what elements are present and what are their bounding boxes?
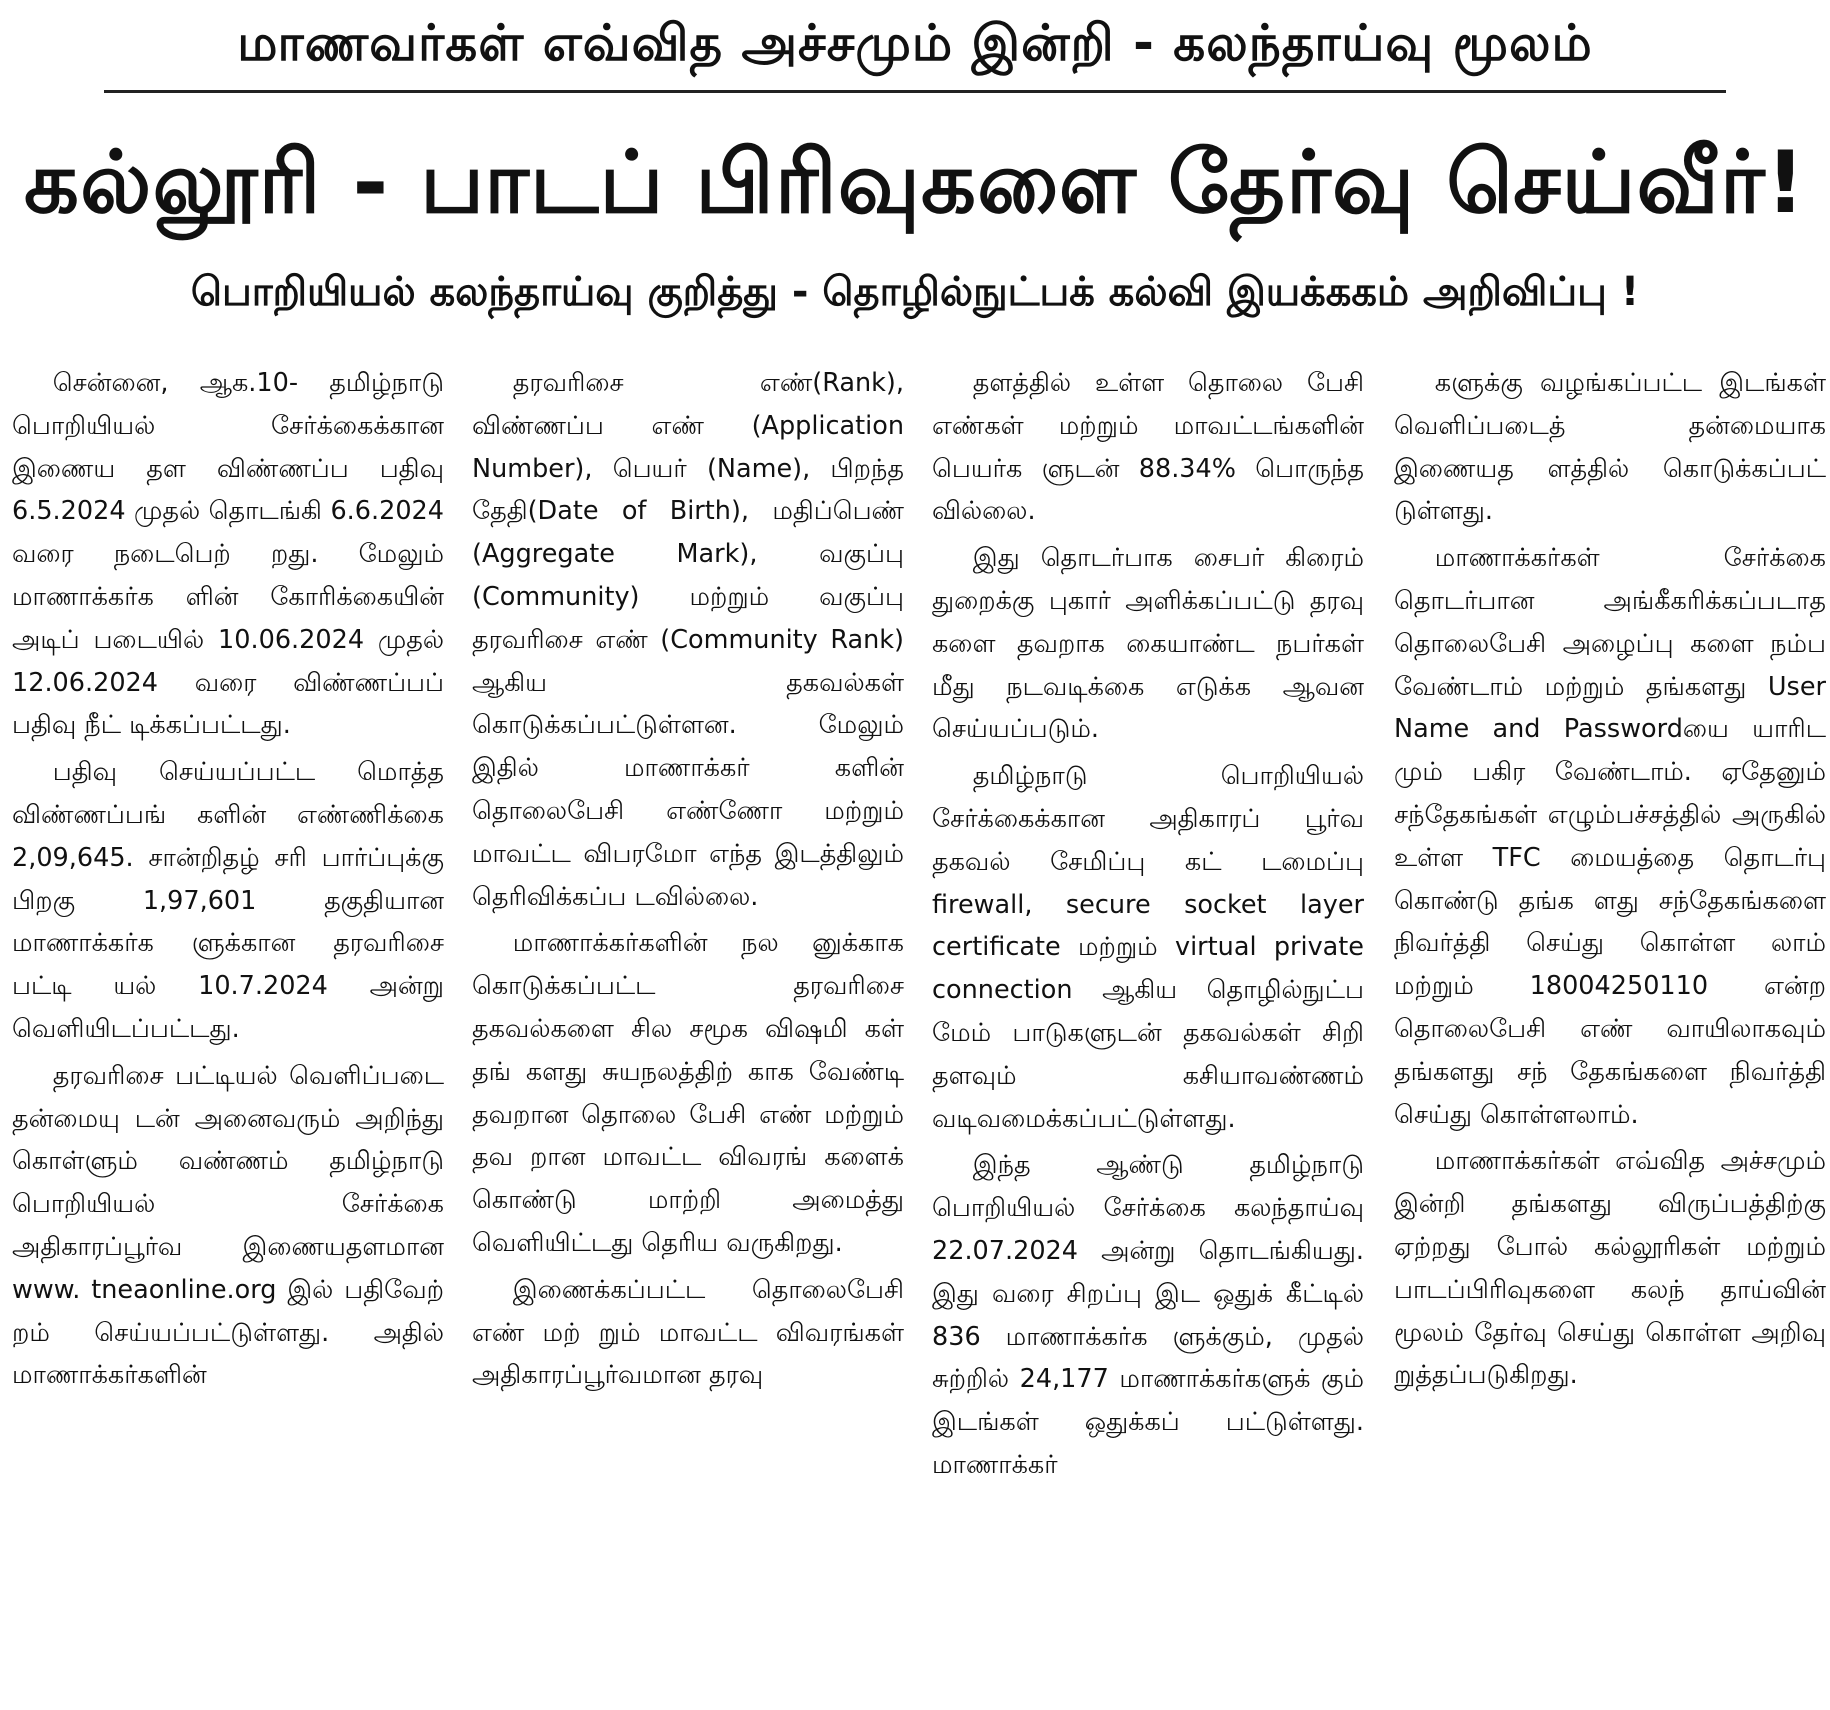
paragraph: தரவரிசை எண்(Rank), விண்ணப்ப எண் (Application Number), பெயர் (Name), பிறந்த தேதி(Date of Birth), மதிப்பெண் (Aggregate Mark), வகுப்பு (Community) மற்றும் வகுப்பு தரவரிசை எண் (Community Rank) ஆகிய தகவல்கள் கொடுக்கப்பட்டுள்ளன. மேலும் இதில் மாணாக்கர் களின் தொலைபேசி எண்ணோ மற்றும் மாவட்ட விபரமோ எந்த இடத்திலும் தெரிவிக்கப்ப டவில்லை. [472, 368, 904, 912]
paragraph: இது தொடர்பாக சைபர் கிரைம் துறைக்கு புகார் அளிக்கப்பட்டு தரவு களை தவறாக கையாண்ட நபர்கள் மீது நடவடிக்கை எடுக்க ஆவன செய்யப்படும். [932, 543, 1364, 745]
paragraph: மாணாக்கர்கள் சேர்க்கை தொடர்பான அங்கீகரிக்கப்படாத தொலைபேசி அழைப்பு களை நம்ப வேண்டாம் மற்றும் தங்களது User Name and Passwordயை யாரிட மும் பகிர வேண்டாம். ஏதேனும் சந்தேகங்கள் எழும்பச்சத்தில் அருகில் உள்ள TFC மையத்தை தொடர்பு கொண்டு தங்க ளது சந்தேகங்களை நிவர்த்தி செய்து கொள்ள லாம் மற்றும் 18004250110 என்ற தொலைபேசி எண் வாயிலாகவும் தங்களது சந் தேகங்களை நிவர்த்தி செய்து கொள்ளலாம். [1394, 543, 1826, 1130]
main-headline: கல்லூரி - பாடப் பிரிவுகளை தேர்வு செய்வீர்! [24, 133, 1806, 233]
article-column-1 [12, 362, 444, 1702]
paragraph: பதிவு செய்யப்பட்ட மொத்த விண்ணப்பங் களின் எண்ணிக்கை 2,09,645. சான்றிதழ் சரி பார்ப்புக்கு பிறகு 1,97,601 தகுதியான மாணாக்கர்க ளுக்கான தரவரிசை பட்டி யல் 10.7.2024 அன்று வெளியிடப்பட்டது. [12, 757, 444, 1044]
header-divider [104, 90, 1726, 93]
article-column-2 [472, 362, 904, 1702]
paragraph: தளத்தில் உள்ள தொலை பேசி எண்கள் மற்றும் மாவட்டங்களின் பெயர்க ளுடன் 88.34% பொருந்த வில்லை. [932, 368, 1364, 527]
paragraph: தரவரிசை பட்டியல் வெளிப்படை தன்மையு டன் அனைவரும் அறிந்து கொள்ளும் வண்ணம் தமிழ்நாடு பொறியியல் சேர்க்கை அதிகாரப்பூர்வ இணையதளமான www. tneaonline.org இல் பதிவேற் றம் செய்யப்பட்டுள்ளது. அதில் மாணாக்கர்களின் [12, 1060, 444, 1391]
paragraph: இணைக்கப்பட்ட தொலைபேசி எண் மற் றும் மாவட்ட விவரங்கள் அதிகாரப்பூர்வமான தரவு [472, 1274, 904, 1391]
paragraph: மாணாக்கர்களின் நல னுக்காக கொடுக்கப்பட்ட தரவரிசை தகவல்களை சில சமூக விஷமி கள் தங் களது சுயநலத்திற் காக வேண்டி தவறான தொலை பேசி எண் மற்றும் தவ றான மாவட்ட விவரங் களைக் கொண்டு மாற்றி அமைத்து வெளியிட்டது தெரிய வருகிறது. [472, 928, 904, 1258]
sub-headline: பொறியியல் கலந்தாய்வு குறித்து - தொழில்நுட்பக் கல்வி இயக்ககம் அறிவிப்பு ! [190, 269, 1640, 315]
paragraph: தமிழ்நாடு பொறியியல் சேர்க்கைக்கான அதிகாரப் பூர்வ தகவல் சேமிப்பு கட் டமைப்பு firewall, secure socket layer certificate மற்றும் virtual private connection ஆகிய தொழில்நுட்ப மேம் பாடுகளுடன் தகவல்கள் சிறி தளவும் கசியாவண்ணம் வடிவமைக்கப்பட்டுள்ளது. [932, 761, 1364, 1134]
paragraph: மாணாக்கர்கள் எவ்வித அச்சமும் இன்றி தங்களது விருப்பத்திற்கு ஏற்றது போல் கல்லூரிகள் மற்றும் பாடப்பிரிவுகளை கலந் தாய்வின் மூலம் தேர்வு செய்து கொள்ள அறிவு றுத்தப்படுகிறது. [1394, 1146, 1826, 1391]
paragraph: இந்த ஆண்டு தமிழ்நாடு பொறியியல் சேர்க்கை கலந்தாய்வு 22.07.2024 அன்று தொடங்கியது. இது வரை சிறப்பு இட ஒதுக் கீட்டில் 836 மாணாக்கர்க ளுக்கும், முதல் சுற்றில் 24,177 மாணாக்கர்களுக் கும் இடங்கள் ஒதுக்கப் பட்டுள்ளது. மாணாக்கர் [932, 1150, 1364, 1480]
paragraph: சென்னை, ஆக.10- தமிழ்நாடு பொறியியல் சேர்க்கைக்கான இணைய தள விண்ணப்ப பதிவு 6.5.2024 முதல் தொடங்கி 6.6.2024 வரை நடைபெற் றது. மேலும் மாணாக்கர்க ளின் கோரிக்கையின் அடிப் படையில் 10.06.2024 முதல் 12.06.2024 வரை விண்ணப்பப் பதிவு நீட் டிக்கப்பட்டது. [12, 368, 444, 741]
article-column-3 [932, 362, 1364, 1702]
kicker-headline: மாணவர்கள் எவ்வித அச்சமும் இன்றி - கலந்தாய்வு மூலம் [237, 14, 1593, 72]
article-column-4 [1394, 362, 1826, 1702]
paragraph: களுக்கு வழங்கப்பட்ட இடங்கள் வெளிப்படைத் தன்மையாக இணையத ளத்தில் கொடுக்கப்பட் டுள்ளது. [1394, 368, 1826, 527]
